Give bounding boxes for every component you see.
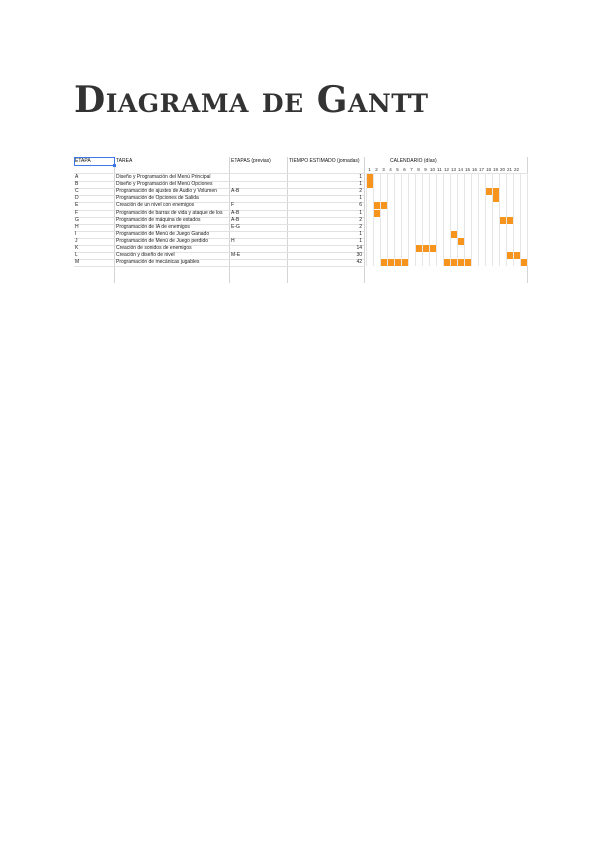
calendar-day-number: 17 bbox=[479, 167, 485, 172]
calendar-day-number: 15 bbox=[465, 167, 471, 172]
calendar-gridline bbox=[436, 174, 437, 266]
calendar-day-number: 10 bbox=[430, 167, 436, 172]
tarea-cell: Programación de mecánicas jugables bbox=[116, 259, 200, 266]
calendar-day-number: 7 bbox=[410, 167, 413, 172]
calendar-gridline bbox=[471, 174, 472, 266]
calendar-day-number: 20 bbox=[500, 167, 506, 172]
etapa-cell: A bbox=[75, 174, 79, 180]
header-etapa[interactable]: ETAPA bbox=[75, 158, 91, 164]
etapa-cell: L bbox=[75, 252, 78, 259]
etapa-cell: I bbox=[75, 230, 77, 237]
header-tiempo: TIEMPO ESTIMADO (jornadas) bbox=[289, 158, 360, 164]
etapa-cell: D bbox=[75, 195, 79, 202]
tiempo-cell: 14 bbox=[356, 245, 362, 251]
calendar-gridline bbox=[408, 174, 409, 266]
calendar-day-number: 9 bbox=[424, 167, 427, 172]
calendar-gridline bbox=[485, 174, 486, 266]
header-calendario: CALENDARIO (días) bbox=[390, 158, 437, 164]
predecesoras-cell: H bbox=[231, 237, 235, 244]
calendar-gridline bbox=[499, 174, 500, 266]
etapa-cell: H bbox=[75, 223, 79, 230]
tiempo-cell: 1 bbox=[359, 195, 362, 202]
header-divider bbox=[74, 173, 528, 174]
column-divider bbox=[229, 157, 230, 283]
header-predecesoras: ETAPAS (previas) bbox=[231, 158, 271, 164]
tarea-cell: Programación de IA de enemigos bbox=[116, 223, 190, 230]
calendar-gridline bbox=[373, 174, 374, 266]
predecesoras-cell: A-B bbox=[231, 188, 240, 195]
tarea-cell: Programación de barras de vida y ataque de los bbox=[116, 209, 223, 216]
calendar-gridline bbox=[429, 174, 430, 266]
etapa-cell: E bbox=[75, 202, 79, 209]
calendar-day-number: 4 bbox=[389, 167, 392, 172]
calendar-day-number: 1 bbox=[368, 167, 371, 172]
tiempo-cell: 1 bbox=[359, 181, 362, 188]
tarea-cell: Programación de Opciones de Salida bbox=[116, 195, 199, 202]
tarea-cell: Diseño y Programación del Menú Principal bbox=[116, 174, 211, 180]
calendar-gridline bbox=[366, 174, 367, 266]
calendar-day-number: 18 bbox=[486, 167, 492, 172]
calendar-day-number: 14 bbox=[458, 167, 464, 172]
etapa-cell: F bbox=[75, 209, 79, 216]
calendar-gridline bbox=[478, 174, 479, 266]
calendar-day-number: 2 bbox=[375, 167, 378, 172]
tiempo-cell: 2 bbox=[359, 223, 362, 230]
etapa-cell: B bbox=[75, 181, 79, 188]
calendar-gridline bbox=[415, 174, 416, 266]
tiempo-cell: 6 bbox=[359, 202, 362, 209]
predecesoras-cell: A-B bbox=[231, 209, 240, 216]
tiempo-cell: 30 bbox=[356, 252, 362, 259]
tiempo-cell: 1 bbox=[359, 174, 362, 180]
predecesoras-cell: M-E bbox=[231, 252, 241, 259]
calendar-day-number: 22 bbox=[514, 167, 520, 172]
calendar-day-number: 16 bbox=[472, 167, 478, 172]
etapa-cell: K bbox=[75, 245, 79, 251]
page-title: Diagrama de Gantt bbox=[74, 79, 429, 121]
calendar-gridline bbox=[443, 174, 444, 266]
tiempo-cell: 2 bbox=[359, 188, 362, 195]
etapa-cell: G bbox=[75, 216, 79, 223]
calendar-gridline bbox=[492, 174, 493, 266]
tarea-cell: Diseño y Programación del Menú Opciones bbox=[116, 181, 213, 188]
predecesoras-cell: A-B bbox=[231, 216, 240, 223]
calendar-gridline bbox=[450, 174, 451, 266]
tarea-cell: Creación y diseño de nivel bbox=[116, 252, 175, 259]
tarea-cell: Creación de un nivel con enemigos bbox=[116, 202, 195, 209]
calendar-day-number: 6 bbox=[403, 167, 406, 172]
gantt-bar bbox=[520, 259, 527, 266]
tarea-cell: Programación de máquina de estados bbox=[116, 216, 201, 223]
calendar-day-number: 13 bbox=[451, 167, 457, 172]
gantt-bar bbox=[457, 238, 464, 245]
gantt-spreadsheet bbox=[74, 157, 528, 283]
header-tarea: TAREA bbox=[116, 158, 133, 164]
calendar-day-number: 11 bbox=[437, 167, 442, 172]
calendar-day-number: 12 bbox=[444, 167, 450, 172]
calendar-day-number: 5 bbox=[396, 167, 399, 172]
gantt-bar bbox=[415, 245, 436, 252]
calendar-gridline bbox=[527, 174, 528, 266]
calendar-gridline bbox=[513, 174, 514, 266]
tarea-cell: Programación de Menú de Juego perdido bbox=[116, 237, 209, 244]
etapa-cell: M bbox=[75, 259, 80, 266]
tarea-cell: Creación de sonidos de enemigos bbox=[116, 245, 192, 251]
calendar-gridline bbox=[401, 174, 402, 266]
tiempo-cell: 2 bbox=[359, 216, 362, 223]
calendar-gridline bbox=[387, 174, 388, 266]
etapa-cell: J bbox=[75, 237, 78, 244]
column-divider bbox=[364, 157, 365, 283]
gantt-bar bbox=[450, 231, 457, 238]
calendar-gridline bbox=[464, 174, 465, 266]
row-divider bbox=[74, 266, 364, 267]
calendar-gridline bbox=[422, 174, 423, 266]
column-divider bbox=[287, 157, 288, 283]
etapa-cell: C bbox=[75, 188, 79, 195]
tarea-cell: Programación de Menú de Juego Ganado bbox=[116, 230, 210, 237]
tarea-cell: Programación de ajustes de Audio y Volumen bbox=[116, 188, 217, 195]
selected-cell-outline bbox=[74, 157, 115, 166]
calendar-day-number: 19 bbox=[493, 167, 499, 172]
predecesoras-cell: F bbox=[231, 202, 235, 209]
calendar-day-number: 3 bbox=[382, 167, 385, 172]
calendar-gridline bbox=[380, 174, 381, 266]
gantt-bar bbox=[366, 181, 373, 188]
calendar-gridline bbox=[457, 174, 458, 266]
gantt-bar bbox=[492, 195, 499, 202]
calendar-gridline bbox=[506, 174, 507, 266]
calendar-day-number: 8 bbox=[417, 167, 420, 172]
predecesoras-cell: E-G bbox=[231, 223, 240, 230]
gantt-bar bbox=[366, 174, 373, 181]
calendar-day-number: 21 bbox=[507, 167, 513, 172]
tiempo-cell: 1 bbox=[359, 237, 362, 244]
tiempo-cell: 1 bbox=[359, 209, 362, 216]
tiempo-cell: 1 bbox=[359, 230, 362, 237]
column-divider bbox=[114, 157, 115, 283]
tiempo-cell: 42 bbox=[356, 259, 362, 266]
gantt-bar bbox=[373, 210, 380, 217]
calendar-gridline bbox=[394, 174, 395, 266]
calendar-gridline bbox=[520, 174, 521, 266]
